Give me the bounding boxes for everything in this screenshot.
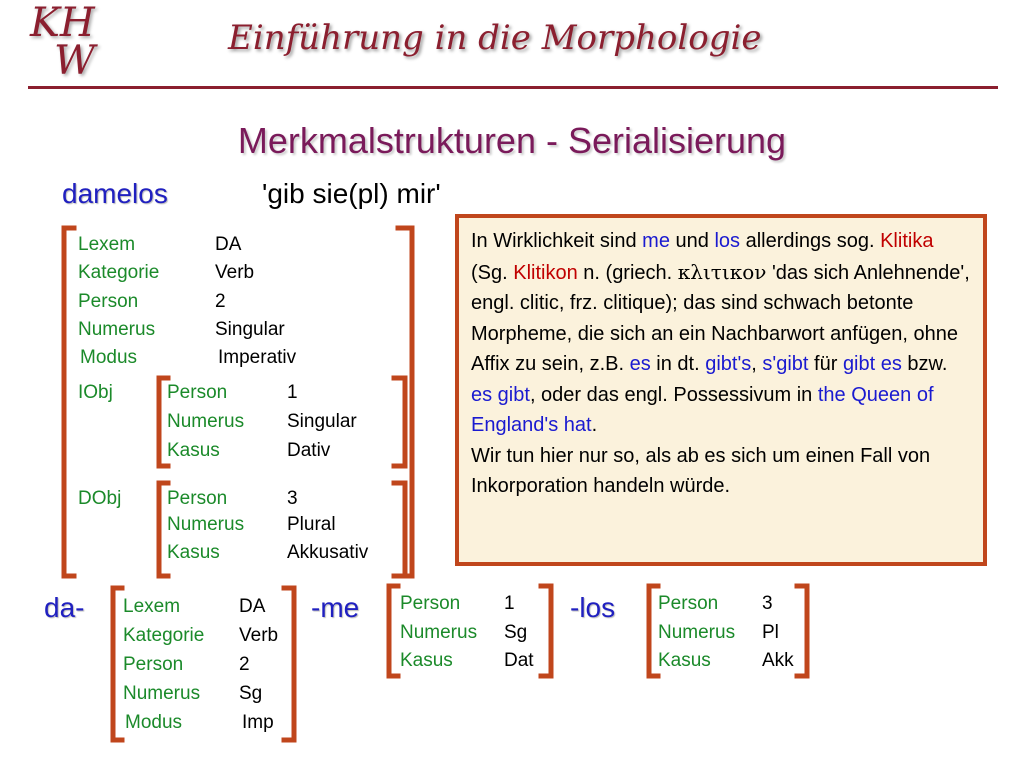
feature-value: Sg (239, 683, 263, 704)
feature-value: Dat (504, 650, 534, 671)
morpheme-los: -los (570, 592, 616, 623)
feature-value: DA (239, 596, 266, 617)
note-example-gibt-es: gibt es (842, 353, 902, 375)
feature-value: Imp (242, 712, 274, 733)
feature-label: Modus (125, 712, 183, 733)
note-text: Wir tun hier nur so, als ab es sich um einen Fall von Inkorporation handeln würde. (471, 444, 931, 497)
clitic-note-box (455, 214, 987, 566)
note-text: . (591, 414, 598, 436)
feature-label: Kasus (400, 650, 453, 671)
feature-label: Numerus (658, 622, 736, 643)
feature-value: Imperativ (218, 347, 297, 368)
note-text: In Wirklichkeit sind (471, 230, 643, 252)
feature-label: Numerus (78, 319, 156, 340)
slide-title: Merkmalstrukturen - Serialisierung (237, 120, 787, 161)
feature-label: Kategorie (78, 262, 160, 283)
me-right-bracket (541, 586, 551, 676)
note-text: , oder das engl. Possessivum in (529, 383, 818, 406)
example-word: damelos (62, 178, 168, 209)
course-title: Einführung in die Morphologie (228, 18, 762, 58)
note-term-me: me (642, 230, 670, 252)
feature-value: Sg (504, 622, 528, 643)
note-example-gibts: gibt's (705, 353, 752, 375)
feature-label: Kategorie (123, 625, 205, 646)
note-term-los: los (714, 230, 741, 252)
feature-value: Pl (762, 622, 779, 643)
feature-label: Kasus (658, 650, 711, 671)
morpheme-da: da- (44, 592, 85, 623)
feature-label: Person (78, 291, 139, 312)
feature-value: 3 (287, 488, 298, 509)
example-gloss: 'gib sie(pl) mir' (262, 178, 441, 209)
feature-value: Akkusativ (287, 542, 369, 563)
feature-label: Person (167, 488, 228, 509)
feature-label: Person (123, 654, 184, 675)
feature-label: Numerus (123, 683, 201, 704)
note-text: , (751, 353, 763, 375)
note-example-es: es (629, 353, 651, 375)
feature-label: Person (658, 593, 719, 614)
note-text: in dt. (650, 353, 706, 375)
feature-value: 2 (239, 654, 250, 675)
note-text: und (669, 230, 715, 252)
note-text: allerdings sog. (740, 230, 881, 252)
los-left-bracket (649, 586, 658, 676)
da-left-bracket (113, 588, 122, 740)
feature-value: Akk (762, 650, 794, 671)
feature-label: Numerus (167, 411, 245, 432)
feature-value: Singular (287, 411, 357, 432)
dobj-label: DObj (78, 488, 122, 509)
feature-value: Dativ (287, 440, 331, 461)
dobj-right-bracket (394, 483, 405, 576)
feature-value: Singular (215, 319, 285, 340)
note-text: bzw. (901, 353, 948, 375)
note-text: für (808, 353, 843, 375)
iobj-right-bracket (394, 378, 405, 466)
logo-line-1: KH (30, 0, 95, 46)
los-right-bracket (797, 586, 807, 676)
me-left-bracket (389, 586, 398, 676)
feature-label: Person (400, 593, 461, 614)
feature-label: Person (167, 382, 228, 403)
feature-value: Plural (287, 514, 336, 535)
feature-label: Lexem (123, 596, 181, 617)
iobj-label: IObj (78, 382, 113, 403)
note-greek-word: κλιτικον (677, 259, 767, 284)
feature-value: 1 (287, 382, 298, 403)
note-text: 'das sich Anlehnende', engl. clitic, frz. clitique); das sind schwach betonte Morpheme, die sich an ein Nachbarwort anfügen, ohne Affix zu sein, z.B. (471, 261, 970, 375)
note-example-queen: the Queen of England's hat (471, 383, 934, 436)
feature-value: 1 (504, 593, 515, 614)
logo-line-2: W (54, 38, 96, 84)
feature-label: Numerus (167, 514, 245, 535)
note-example-sgibt: s'gibt (762, 353, 809, 375)
note-term-klitika: Klitika (880, 230, 934, 252)
feature-label: Kasus (167, 542, 220, 563)
note-term-klitikon: Klitikon (513, 261, 578, 284)
feature-value: DA (215, 234, 242, 255)
feature-label: Lexem (78, 234, 136, 255)
feature-label: Kasus (167, 440, 220, 461)
feature-value: 3 (762, 593, 773, 614)
feature-label: Numerus (400, 622, 478, 643)
feature-label: Modus (80, 347, 138, 368)
note-text: n. (griech. (577, 261, 678, 284)
da-right-bracket (284, 588, 294, 740)
note-text: (Sg. (471, 261, 514, 284)
feature-value: Verb (215, 262, 255, 283)
main-avm-left-bracket (64, 228, 74, 576)
morpheme-me: -me (311, 592, 360, 623)
note-example-es-gibt: es gibt (471, 383, 530, 406)
feature-value: Verb (239, 625, 279, 646)
feature-value: 2 (215, 291, 226, 312)
